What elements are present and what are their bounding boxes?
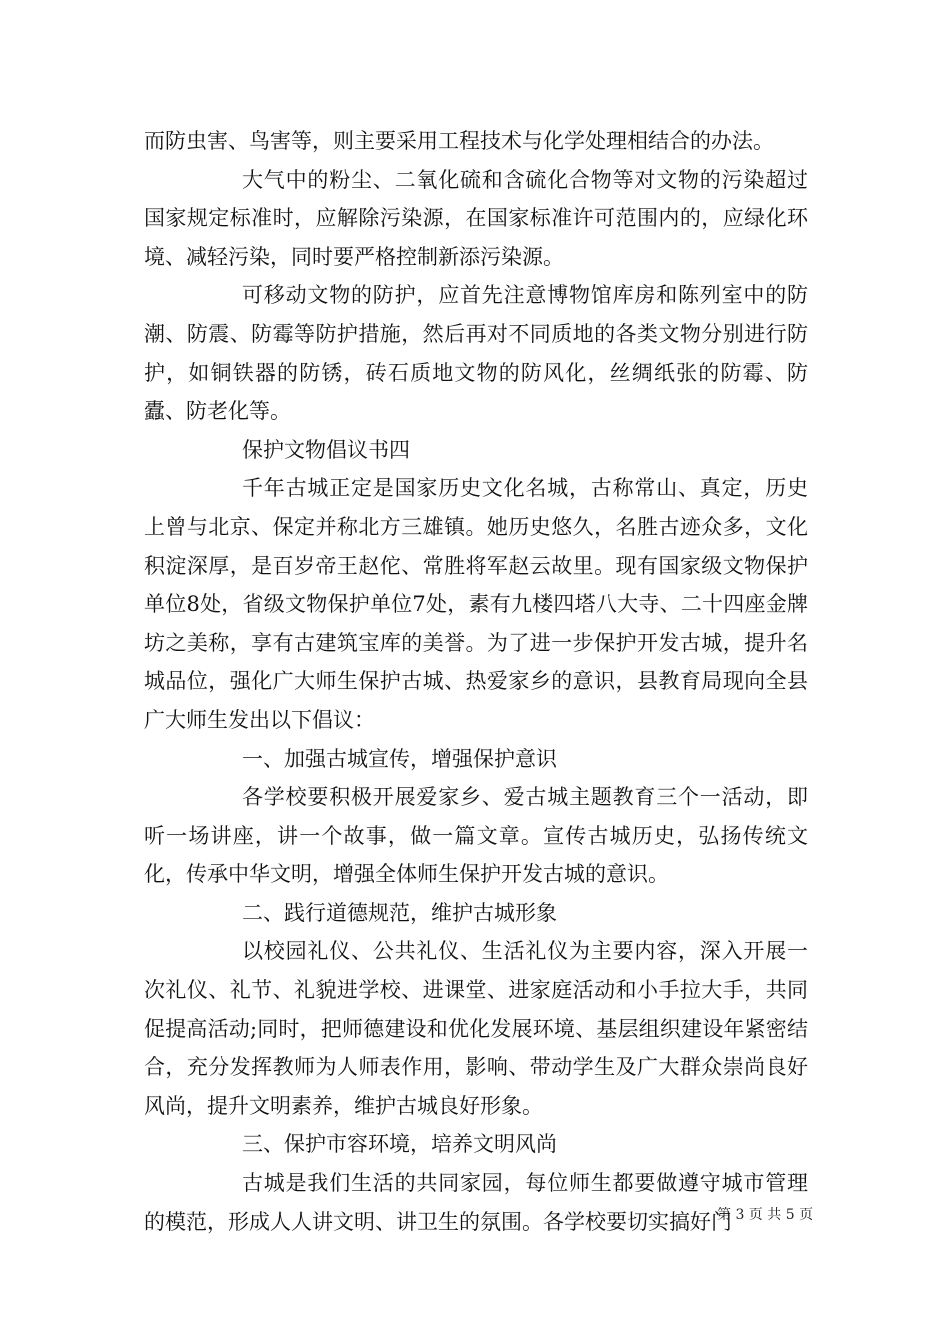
paragraph-movable-relics: 可移动文物的防护，应首先注意博物馆库房和陈列室中的防潮、防震、防霉等防护措施，然后再对不同质地的各类文物分别进行防护，如铜铁器的防锈，砖石质地文物的防风化，丝绸纸张的防霉、防蠹、防老化等。: [144, 283, 808, 424]
paragraph-environment: 古城是我们生活的共同家园，每位师生都要做遵守城市管理的模范，形成人人讲文明、讲卫生的氛围。各学校要切实搞好门: [144, 1171, 808, 1234]
paragraph-intro-zhengding: 千年古城正定是国家历史文化名城，古称常山、真定，历史上曾与北京、保定并称北方三雄镇。她历史悠久，名胜古迹众多，文化积淀深厚，是百岁帝王赵佗、常胜将军赵云故里。现有国家级文物保护单位8处，省级文物保护单位7处，素有九楼四塔八大寺、二十四座金牌坊之美称，享有古建筑宝库的美誉。为了进一步保护开发古城，提升名城品位，强化广大师生保护古城、热爱家乡的意识，县教育局现向全县广大师生发出以下倡议：: [144, 476, 808, 732]
paragraph-continued: 而防虫害、鸟害等，则主要采用工程技术与化学处理相结合的办法。: [144, 129, 774, 153]
document-body: [144, 122, 808, 1241]
page-number: 第 3 页 共 5 页: [717, 1207, 814, 1223]
subheading-one: 一、加强古城宣传，增强保护意识: [242, 746, 557, 771]
paragraph-etiquette: 以校园礼仪、公共礼仪、生活礼仪为主要内容，深入开展一次礼仪、礼节、礼貌进学校、进课堂、进家庭活动和小手拉大手，共同促提高活动;同时，把师德建设和优化发展环境、基层组织建设年紧密结合，充分发挥教师为人师表作用，影响、带动学生及广大群众崇尚良好风尚，提升文明素养，维护古城良好形象。: [144, 939, 808, 1118]
subheading-three: 三、保护市容环境，培养文明风尚: [242, 1132, 557, 1157]
section-title: 保护文物倡议书四: [242, 437, 410, 462]
subheading-two: 二、践行道德规范，维护古城形象: [242, 900, 557, 925]
paragraph-air-pollution: 大气中的粉尘、二氧化硫和含硫化合物等对文物的污染超过国家规定标准时，应解除污染源，在国家标准许可范围内的，应绿化环境、减轻污染，同时要严格控制新添污染源。: [144, 167, 808, 269]
paragraph-publicity: 各学校要积极开展爱家乡、爱古城主题教育三个一活动，即听一场讲座，讲一个故事，做一篇文章。宣传古城历史，弘扬传统文化，传承中华文明，增强全体师生保护开发古城的意识。: [144, 785, 808, 887]
